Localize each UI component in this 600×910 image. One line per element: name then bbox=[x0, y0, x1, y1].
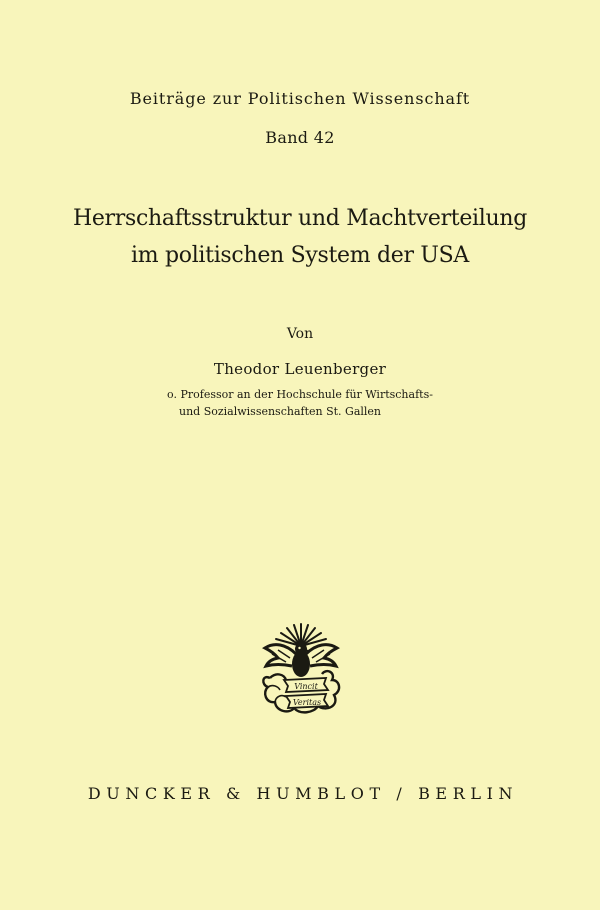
series-title: Beiträge zur Politischen Wissenschaft bbox=[129, 89, 471, 108]
affiliation-line-2: und Sozialwissenschaften St. Gallen bbox=[178, 405, 382, 418]
book-title-line-1: Herrschaftsstruktur und Machtverteilung bbox=[72, 206, 528, 231]
author-name: Theodor Leuenberger bbox=[213, 360, 387, 378]
eagle-emblem-icon bbox=[256, 620, 346, 720]
svg-text:Vincit: Vincit bbox=[294, 682, 318, 691]
svg-text:Veritas: Veritas bbox=[292, 698, 322, 707]
author-affiliation bbox=[0, 386, 600, 420]
publisher-imprint: DUNCKER & HUMBLOT / BERLIN bbox=[87, 784, 519, 803]
series-volume: Band 42 bbox=[265, 128, 335, 147]
book-title-line-2: im politischen System der USA bbox=[130, 243, 470, 268]
affiliation-line-1: o. Professor an der Hochschule für Wirtschafts- bbox=[167, 388, 433, 401]
author-by-label: Von bbox=[286, 326, 314, 342]
